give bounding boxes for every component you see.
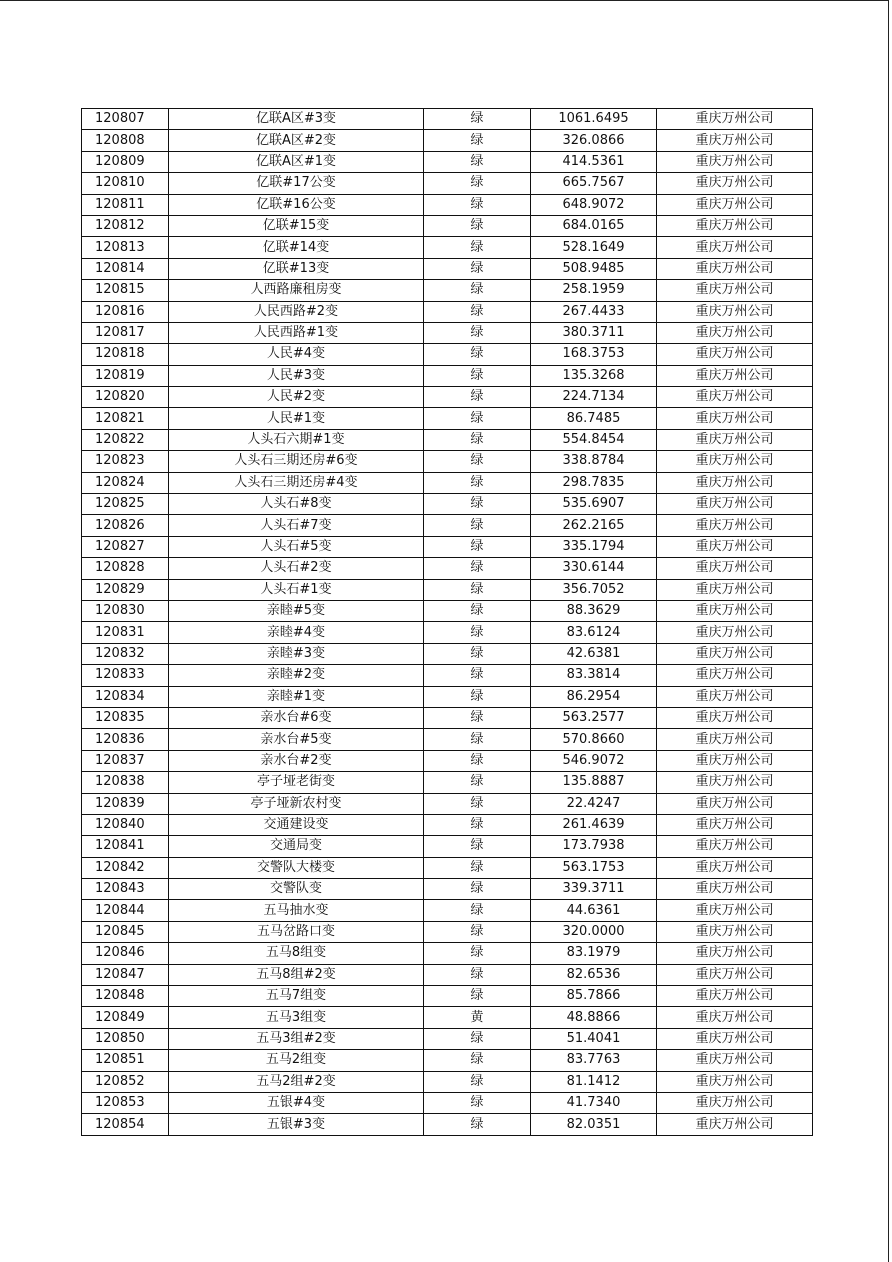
cell-value: 224.7134 (531, 387, 657, 408)
table-row (82, 665, 813, 686)
cell-company: 重庆万州公司 (657, 451, 813, 472)
cell-company: 重庆万州公司 (657, 836, 813, 857)
cell-name: 亲睦#1变 (169, 686, 424, 707)
cell-name: 亲睦#2变 (169, 665, 424, 686)
cell-status: 绿 (424, 1092, 531, 1113)
table-row (82, 301, 813, 322)
cell-value: 48.8866 (531, 1007, 657, 1028)
cell-id: 120836 (82, 729, 169, 750)
cell-id: 120853 (82, 1092, 169, 1113)
cell-id: 120820 (82, 387, 169, 408)
cell-value: 83.1979 (531, 943, 657, 964)
cell-value: 83.7763 (531, 1050, 657, 1071)
table-row (82, 322, 813, 343)
table-row (82, 344, 813, 365)
cell-value: 648.9072 (531, 194, 657, 215)
cell-status: 绿 (424, 729, 531, 750)
cell-name: 亭子垭老街变 (169, 772, 424, 793)
cell-value: 563.2577 (531, 707, 657, 728)
cell-value: 44.6361 (531, 900, 657, 921)
cell-name: 亿联#16公变 (169, 194, 424, 215)
cell-name: 亲水台#5变 (169, 729, 424, 750)
cell-name: 人民#2变 (169, 387, 424, 408)
cell-name: 人头石#5变 (169, 536, 424, 557)
cell-id: 120845 (82, 921, 169, 942)
cell-name: 交警队大楼变 (169, 857, 424, 878)
cell-status: 绿 (424, 686, 531, 707)
cell-id: 120823 (82, 451, 169, 472)
cell-status: 绿 (424, 194, 531, 215)
cell-company: 重庆万州公司 (657, 429, 813, 450)
cell-id: 120807 (82, 109, 169, 130)
cell-status: 绿 (424, 836, 531, 857)
cell-status: 绿 (424, 173, 531, 194)
cell-value: 380.3711 (531, 322, 657, 343)
cell-status: 绿 (424, 515, 531, 536)
table-row (82, 1028, 813, 1049)
cell-id: 120852 (82, 1071, 169, 1092)
cell-status: 绿 (424, 301, 531, 322)
cell-id: 120819 (82, 365, 169, 386)
cell-value: 22.4247 (531, 793, 657, 814)
cell-name: 人头石三期还房#4变 (169, 472, 424, 493)
cell-name: 亲水台#6变 (169, 707, 424, 728)
cell-value: 298.7835 (531, 472, 657, 493)
cell-company: 重庆万州公司 (657, 600, 813, 621)
cell-company: 重庆万州公司 (657, 643, 813, 664)
cell-value: 42.6381 (531, 643, 657, 664)
table-row (82, 622, 813, 643)
cell-status: 绿 (424, 365, 531, 386)
cell-company: 重庆万州公司 (657, 814, 813, 835)
table-row (82, 1050, 813, 1071)
cell-value: 335.1794 (531, 536, 657, 557)
table-row (82, 280, 813, 301)
table-body (82, 109, 813, 1136)
cell-company: 重庆万州公司 (657, 729, 813, 750)
cell-value: 326.0866 (531, 130, 657, 151)
cell-company: 重庆万州公司 (657, 173, 813, 194)
table-row (82, 515, 813, 536)
cell-name: 五马8组#2变 (169, 964, 424, 985)
table-row (82, 986, 813, 1007)
cell-status: 绿 (424, 408, 531, 429)
cell-value: 88.3629 (531, 600, 657, 621)
cell-status: 绿 (424, 665, 531, 686)
table-row (82, 579, 813, 600)
cell-status: 绿 (424, 451, 531, 472)
cell-name: 亲睦#5变 (169, 600, 424, 621)
table-row (82, 408, 813, 429)
cell-id: 120808 (82, 130, 169, 151)
cell-value: 81.1412 (531, 1071, 657, 1092)
cell-status: 绿 (424, 879, 531, 900)
cell-name: 亿联#13变 (169, 258, 424, 279)
cell-status: 绿 (424, 280, 531, 301)
cell-name: 五银#3变 (169, 1114, 424, 1135)
cell-name: 五马8组变 (169, 943, 424, 964)
table-row (82, 451, 813, 472)
cell-name: 交警队变 (169, 879, 424, 900)
cell-company: 重庆万州公司 (657, 793, 813, 814)
table-row (82, 173, 813, 194)
cell-value: 563.1753 (531, 857, 657, 878)
table-row (82, 1114, 813, 1135)
cell-value: 528.1649 (531, 237, 657, 258)
cell-company: 重庆万州公司 (657, 109, 813, 130)
cell-name: 五马3组#2变 (169, 1028, 424, 1049)
table-row (82, 793, 813, 814)
table-row (82, 130, 813, 151)
table-row (82, 900, 813, 921)
cell-id: 120830 (82, 600, 169, 621)
cell-id: 120809 (82, 151, 169, 172)
cell-status: 绿 (424, 258, 531, 279)
cell-status: 绿 (424, 215, 531, 236)
cell-status: 绿 (424, 1114, 531, 1135)
cell-name: 亿联A区#1变 (169, 151, 424, 172)
cell-value: 168.3753 (531, 344, 657, 365)
cell-id: 120818 (82, 344, 169, 365)
cell-id: 120840 (82, 814, 169, 835)
cell-company: 重庆万州公司 (657, 579, 813, 600)
cell-id: 120838 (82, 772, 169, 793)
table-row (82, 857, 813, 878)
cell-status: 绿 (424, 900, 531, 921)
cell-value: 86.2954 (531, 686, 657, 707)
cell-status: 绿 (424, 151, 531, 172)
cell-name: 亿联#17公变 (169, 173, 424, 194)
table-row (82, 707, 813, 728)
cell-status: 绿 (424, 857, 531, 878)
table-row (82, 643, 813, 664)
cell-company: 重庆万州公司 (657, 387, 813, 408)
cell-name: 亿联A区#3变 (169, 109, 424, 130)
cell-status: 绿 (424, 130, 531, 151)
cell-name: 亲睦#3变 (169, 643, 424, 664)
cell-name: 人民西路#2变 (169, 301, 424, 322)
cell-status: 绿 (424, 579, 531, 600)
cell-company: 重庆万州公司 (657, 344, 813, 365)
cell-value: 665.7567 (531, 173, 657, 194)
cell-company: 重庆万州公司 (657, 515, 813, 536)
table-row (82, 964, 813, 985)
cell-value: 546.9072 (531, 750, 657, 771)
cell-id: 120825 (82, 494, 169, 515)
cell-company: 重庆万州公司 (657, 964, 813, 985)
cell-company: 重庆万州公司 (657, 857, 813, 878)
cell-id: 120821 (82, 408, 169, 429)
cell-value: 267.4433 (531, 301, 657, 322)
cell-name: 五马岔路口变 (169, 921, 424, 942)
cell-company: 重庆万州公司 (657, 665, 813, 686)
cell-company: 重庆万州公司 (657, 215, 813, 236)
cell-value: 508.9485 (531, 258, 657, 279)
cell-company: 重庆万州公司 (657, 130, 813, 151)
cell-company: 重庆万州公司 (657, 536, 813, 557)
cell-name: 五马抽水变 (169, 900, 424, 921)
cell-status: 绿 (424, 707, 531, 728)
cell-value: 330.6144 (531, 558, 657, 579)
cell-id: 120828 (82, 558, 169, 579)
cell-value: 554.8454 (531, 429, 657, 450)
cell-name: 亭子垭新农村变 (169, 793, 424, 814)
cell-value: 83.6124 (531, 622, 657, 643)
cell-company: 重庆万州公司 (657, 686, 813, 707)
cell-value: 262.2165 (531, 515, 657, 536)
cell-value: 135.3268 (531, 365, 657, 386)
cell-name: 五马2组变 (169, 1050, 424, 1071)
cell-status: 绿 (424, 600, 531, 621)
cell-status: 绿 (424, 237, 531, 258)
cell-name: 人头石#8变 (169, 494, 424, 515)
cell-id: 120844 (82, 900, 169, 921)
cell-name: 五马7组变 (169, 986, 424, 1007)
cell-status: 绿 (424, 793, 531, 814)
cell-company: 重庆万州公司 (657, 194, 813, 215)
cell-id: 120854 (82, 1114, 169, 1135)
cell-value: 258.1959 (531, 280, 657, 301)
cell-status: 绿 (424, 772, 531, 793)
cell-status: 绿 (424, 986, 531, 1007)
table-row (82, 151, 813, 172)
cell-value: 51.4041 (531, 1028, 657, 1049)
cell-company: 重庆万州公司 (657, 900, 813, 921)
cell-id: 120816 (82, 301, 169, 322)
cell-company: 重庆万州公司 (657, 879, 813, 900)
cell-id: 120839 (82, 793, 169, 814)
cell-id: 120832 (82, 643, 169, 664)
cell-id: 120826 (82, 515, 169, 536)
cell-status: 绿 (424, 921, 531, 942)
table-row (82, 1092, 813, 1113)
cell-id: 120834 (82, 686, 169, 707)
cell-status: 绿 (424, 494, 531, 515)
cell-value: 570.8660 (531, 729, 657, 750)
table-row (82, 472, 813, 493)
cell-name: 亿联#15变 (169, 215, 424, 236)
cell-company: 重庆万州公司 (657, 707, 813, 728)
cell-company: 重庆万州公司 (657, 365, 813, 386)
cell-id: 120814 (82, 258, 169, 279)
cell-company: 重庆万州公司 (657, 750, 813, 771)
cell-name: 亿联A区#2变 (169, 130, 424, 151)
cell-name: 人头石三期还房#6变 (169, 451, 424, 472)
cell-value: 85.7866 (531, 986, 657, 1007)
table-row (82, 814, 813, 835)
cell-value: 86.7485 (531, 408, 657, 429)
cell-name: 交通局变 (169, 836, 424, 857)
cell-company: 重庆万州公司 (657, 986, 813, 1007)
cell-id: 120822 (82, 429, 169, 450)
cell-id: 120811 (82, 194, 169, 215)
cell-id: 120815 (82, 280, 169, 301)
table-row (82, 921, 813, 942)
cell-company: 重庆万州公司 (657, 280, 813, 301)
cell-value: 535.6907 (531, 494, 657, 515)
cell-value: 261.4639 (531, 814, 657, 835)
cell-name: 人头石#2变 (169, 558, 424, 579)
cell-status: 黄 (424, 1007, 531, 1028)
table-row (82, 836, 813, 857)
cell-id: 120848 (82, 986, 169, 1007)
cell-company: 重庆万州公司 (657, 1071, 813, 1092)
cell-status: 绿 (424, 429, 531, 450)
cell-value: 1061.6495 (531, 109, 657, 130)
cell-id: 120850 (82, 1028, 169, 1049)
cell-name: 人民#4变 (169, 344, 424, 365)
table-row (82, 365, 813, 386)
cell-id: 120851 (82, 1050, 169, 1071)
cell-company: 重庆万州公司 (657, 772, 813, 793)
cell-name: 亲睦#4变 (169, 622, 424, 643)
cell-company: 重庆万州公司 (657, 494, 813, 515)
table-row (82, 943, 813, 964)
cell-id: 120846 (82, 943, 169, 964)
cell-status: 绿 (424, 643, 531, 664)
table-row (82, 429, 813, 450)
cell-name: 五马3组变 (169, 1007, 424, 1028)
cell-value: 135.8887 (531, 772, 657, 793)
table-row (82, 494, 813, 515)
cell-id: 120812 (82, 215, 169, 236)
table-row (82, 879, 813, 900)
cell-status: 绿 (424, 622, 531, 643)
cell-value: 356.7052 (531, 579, 657, 600)
cell-id: 120824 (82, 472, 169, 493)
cell-company: 重庆万州公司 (657, 943, 813, 964)
cell-value: 338.8784 (531, 451, 657, 472)
cell-company: 重庆万州公司 (657, 1114, 813, 1135)
cell-company: 重庆万州公司 (657, 1028, 813, 1049)
cell-name: 交通建设变 (169, 814, 424, 835)
table-row (82, 1071, 813, 1092)
table-row (82, 772, 813, 793)
cell-id: 120841 (82, 836, 169, 857)
cell-company: 重庆万州公司 (657, 151, 813, 172)
cell-status: 绿 (424, 536, 531, 557)
cell-company: 重庆万州公司 (657, 408, 813, 429)
cell-id: 120835 (82, 707, 169, 728)
cell-name: 人头石#7变 (169, 515, 424, 536)
cell-status: 绿 (424, 109, 531, 130)
table-row (82, 1007, 813, 1028)
cell-id: 120847 (82, 964, 169, 985)
cell-company: 重庆万州公司 (657, 237, 813, 258)
cell-value: 82.0351 (531, 1114, 657, 1135)
cell-value: 173.7938 (531, 836, 657, 857)
cell-id: 120827 (82, 536, 169, 557)
cell-id: 120842 (82, 857, 169, 878)
cell-id: 120817 (82, 322, 169, 343)
cell-status: 绿 (424, 964, 531, 985)
cell-status: 绿 (424, 387, 531, 408)
cell-name: 亿联#14变 (169, 237, 424, 258)
cell-value: 82.6536 (531, 964, 657, 985)
cell-status: 绿 (424, 472, 531, 493)
cell-id: 120810 (82, 173, 169, 194)
table-row (82, 194, 813, 215)
cell-name: 人头石#1变 (169, 579, 424, 600)
cell-value: 320.0000 (531, 921, 657, 942)
cell-value: 414.5361 (531, 151, 657, 172)
cell-name: 人头石六期#1变 (169, 429, 424, 450)
cell-name: 五马2组#2变 (169, 1071, 424, 1092)
cell-status: 绿 (424, 943, 531, 964)
cell-id: 120831 (82, 622, 169, 643)
cell-name: 人民#3变 (169, 365, 424, 386)
cell-name: 人民西路#1变 (169, 322, 424, 343)
cell-name: 人西路廉租房变 (169, 280, 424, 301)
cell-company: 重庆万州公司 (657, 258, 813, 279)
cell-status: 绿 (424, 1050, 531, 1071)
table-row (82, 536, 813, 557)
cell-value: 684.0165 (531, 215, 657, 236)
cell-value: 41.7340 (531, 1092, 657, 1113)
cell-status: 绿 (424, 814, 531, 835)
table-row (82, 729, 813, 750)
table-row (82, 258, 813, 279)
cell-company: 重庆万州公司 (657, 558, 813, 579)
cell-name: 五银#4变 (169, 1092, 424, 1113)
cell-name: 亲水台#2变 (169, 750, 424, 771)
table-row (82, 215, 813, 236)
table-row (82, 600, 813, 621)
cell-status: 绿 (424, 750, 531, 771)
cell-status: 绿 (424, 344, 531, 365)
table-row (82, 686, 813, 707)
cell-id: 120833 (82, 665, 169, 686)
cell-id: 120843 (82, 879, 169, 900)
table-row (82, 237, 813, 258)
cell-value: 339.3711 (531, 879, 657, 900)
cell-id: 120813 (82, 237, 169, 258)
table-row (82, 109, 813, 130)
cell-company: 重庆万州公司 (657, 921, 813, 942)
cell-company: 重庆万州公司 (657, 472, 813, 493)
cell-id: 120849 (82, 1007, 169, 1028)
cell-company: 重庆万州公司 (657, 1050, 813, 1071)
cell-status: 绿 (424, 322, 531, 343)
data-table (81, 108, 813, 1136)
cell-name: 人民#1变 (169, 408, 424, 429)
cell-status: 绿 (424, 558, 531, 579)
cell-company: 重庆万州公司 (657, 622, 813, 643)
table-row (82, 558, 813, 579)
table-row (82, 387, 813, 408)
cell-status: 绿 (424, 1071, 531, 1092)
cell-id: 120829 (82, 579, 169, 600)
cell-value: 83.3814 (531, 665, 657, 686)
cell-company: 重庆万州公司 (657, 301, 813, 322)
table-row (82, 750, 813, 771)
cell-status: 绿 (424, 1028, 531, 1049)
cell-id: 120837 (82, 750, 169, 771)
cell-company: 重庆万州公司 (657, 1007, 813, 1028)
cell-company: 重庆万州公司 (657, 1092, 813, 1113)
cell-company: 重庆万州公司 (657, 322, 813, 343)
